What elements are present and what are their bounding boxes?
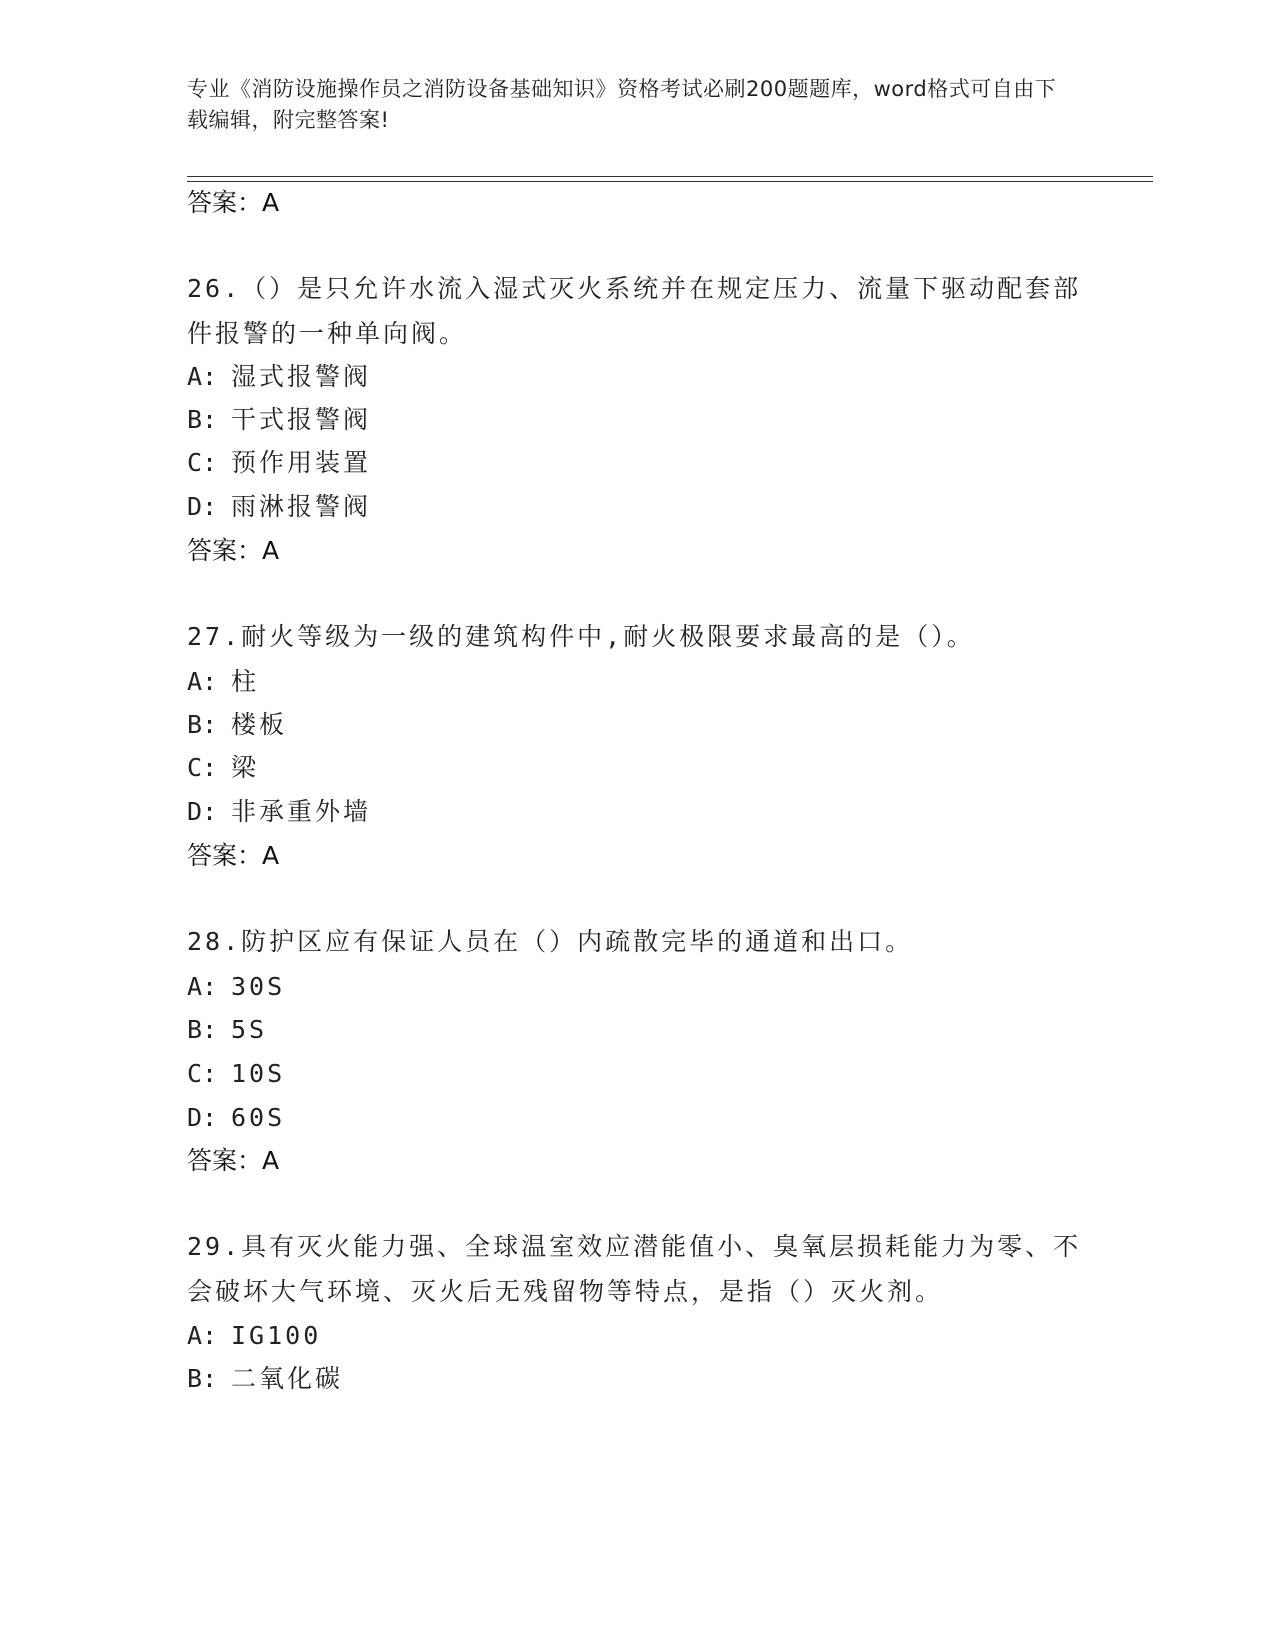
option-text: 30S	[231, 972, 286, 1001]
option-text: IG100	[231, 1321, 322, 1350]
option-letter: D:	[187, 492, 218, 521]
option-letter: B:	[187, 1015, 218, 1044]
option-letter: B:	[187, 710, 218, 739]
option-letter: D:	[187, 797, 218, 826]
question-26-option-a	[187, 362, 371, 392]
question-28-stem: 28.防护区应有保证人员在（）内疏散完毕的通道和出口。	[187, 927, 914, 956]
question-28-option-d	[187, 1103, 285, 1133]
document-header: 专业《消防设施操作员之消防设备基础知识》资格考试必刷200题题库，word格式可自由下载编辑，附完整答案!	[187, 77, 1057, 132]
option-letter: C:	[187, 448, 218, 477]
option-text: 二氧化碳	[231, 1364, 344, 1393]
option-letter: A:	[187, 1321, 218, 1350]
question-26-stem: 26.（）是只允许水流入湿式灭火系统并在规定压力、流量下驱动配套部件报警的一种单向阀。	[187, 274, 1082, 348]
option-letter: A:	[187, 362, 218, 391]
option-text: 干式报警阀	[231, 405, 372, 434]
question-29-option-a	[187, 1321, 321, 1351]
option-letter: C:	[187, 1059, 218, 1088]
header-divider	[187, 176, 1153, 177]
question-26-option-b	[187, 405, 371, 435]
option-letter: A:	[187, 667, 218, 696]
question-29-stem: 29.具有灭火能力强、全球温室效应潜能值小、臭氧层损耗能力为零、不会破坏大气环境、灭火后无残留物等特点，是指（）灭火剂。	[187, 1232, 1082, 1306]
option-letter: A:	[187, 972, 218, 1001]
header-divider-thin	[187, 181, 1153, 182]
option-letter: B:	[187, 405, 218, 434]
option-text: 60S	[231, 1103, 286, 1132]
question-27-option-c	[187, 753, 259, 783]
option-text: 雨淋报警阀	[231, 492, 372, 521]
question-28-answer: 答案：A	[187, 1146, 280, 1175]
option-text: 非承重外墙	[231, 797, 372, 826]
option-letter: C:	[187, 753, 218, 782]
option-text: 楼板	[231, 710, 288, 739]
option-text: 梁	[231, 753, 260, 782]
question-29-option-b	[187, 1364, 343, 1394]
option-text: 预作用装置	[231, 448, 372, 477]
question-26-option-d	[187, 492, 371, 522]
option-text: 10S	[231, 1059, 286, 1088]
question-27-stem: 27.耐火等级为一级的建筑构件中,耐火极限要求最高的是（）。	[187, 622, 975, 651]
option-text: 湿式报警阀	[231, 362, 372, 391]
option-letter: D:	[187, 1103, 218, 1132]
question-28-option-a	[187, 972, 285, 1002]
option-letter: B:	[187, 1364, 218, 1393]
question-28-option-c	[187, 1059, 285, 1089]
question-26-option-c	[187, 448, 371, 478]
question-27-option-d	[187, 797, 371, 827]
question-27-answer: 答案：A	[187, 841, 280, 870]
question-26-answer: 答案：A	[187, 536, 280, 565]
question-27-option-a	[187, 667, 259, 697]
answer-line-25: 答案：A	[187, 188, 280, 217]
option-text: 柱	[231, 667, 260, 696]
question-28-option-b	[187, 1015, 267, 1045]
option-text: 5S	[231, 1015, 268, 1044]
question-27-option-b	[187, 710, 287, 740]
